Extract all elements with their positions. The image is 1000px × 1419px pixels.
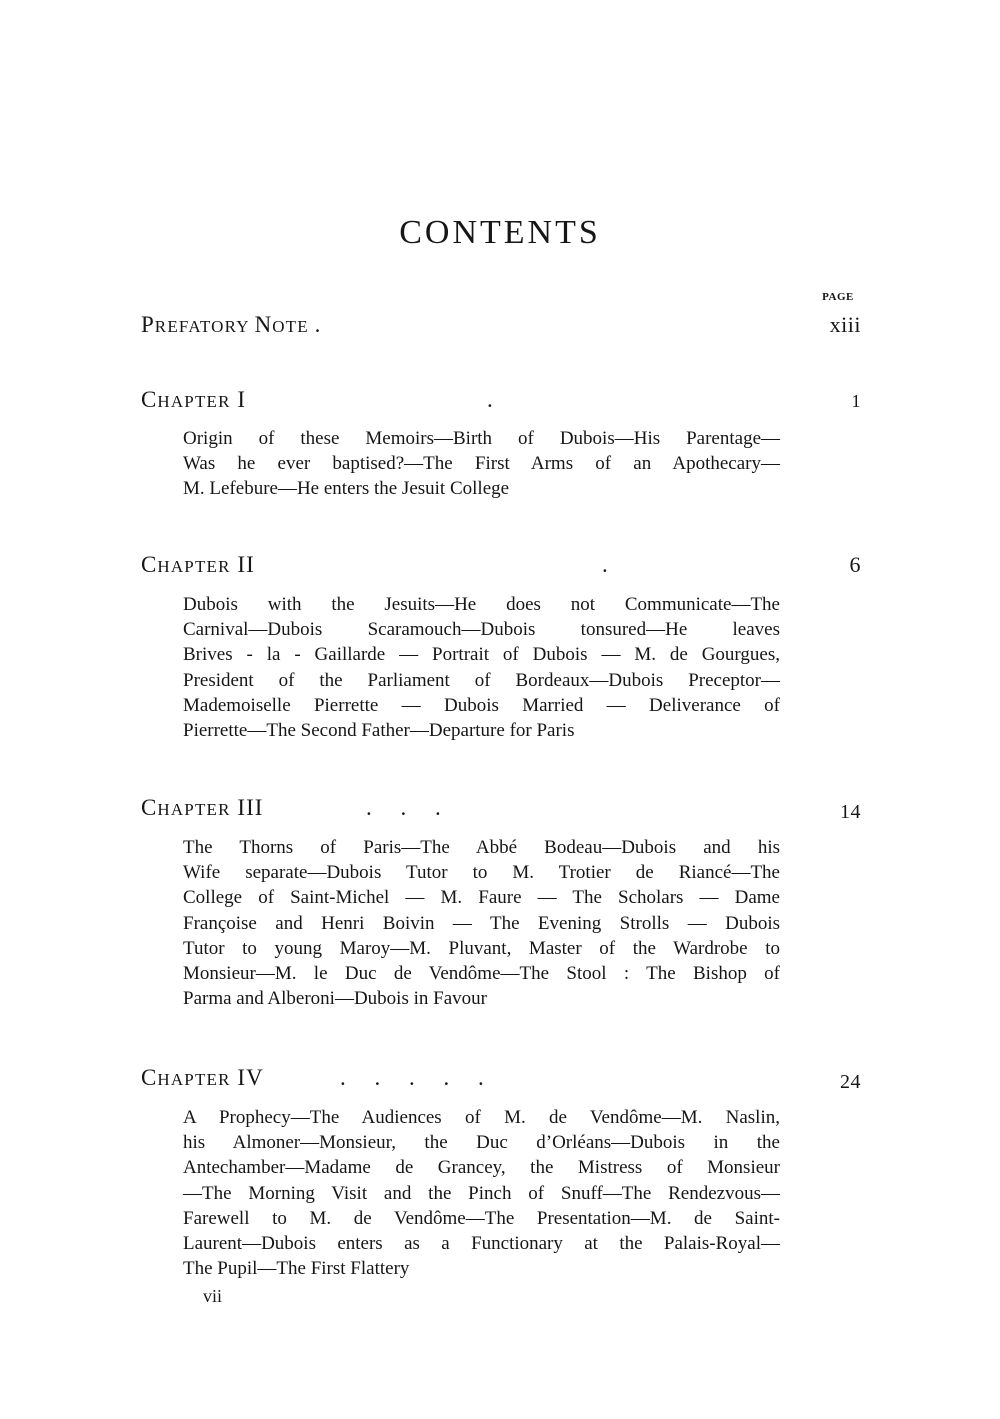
leader-dots: . (602, 552, 608, 577)
summary-line: Dubois with the Jesuits—He does not Communicate—The (183, 594, 780, 615)
leader-dots: . (487, 387, 493, 412)
summary-line: Farewell to M. de Vendôme—The Presentation—M. de Saint- (183, 1207, 780, 1229)
page-number: 14 (840, 801, 861, 823)
summary-line: Carnival—Dubois Scaramouch—Dubois tonsured—He leaves (183, 619, 780, 641)
chapter-summary (183, 1105, 780, 1281)
summary-line: Tutor to young Maroy—M. Pluvant, Master of the Wardrobe to (183, 937, 780, 959)
summary-line: Origin of these Memoirs—Birth of Dubois—His Parentage— (183, 428, 780, 449)
summary-line: Monsieur—M. le Duc de Vendôme—The Stool : The Bishop of (183, 963, 780, 985)
chapter-label: CHAPTER II (141, 552, 255, 577)
summary-line: Brives - la - Gaillarde — Portrait of Dubois — M. de Gourgues, (183, 644, 780, 666)
summary-line: College of Saint-Michel — M. Faure — The Scholars — Dame (183, 887, 780, 909)
summary-line: Mademoiselle Pierrette — Dubois Married — Deliverance of (183, 694, 780, 716)
summary-line: M. Lefebure—He enters the Jesuit College (183, 478, 510, 500)
chapter-label: CHAPTER III (141, 795, 264, 820)
page-title: CONTENTS (399, 214, 601, 251)
toc-entry-chapter-3[interactable] (141, 795, 861, 825)
summary-line: his Almoner—Monsieur, the Duc d’Orléans—Dubois in the (183, 1132, 780, 1154)
summary-line: The Pupil—The First Flattery (183, 1258, 410, 1280)
summary-line: —The Morning Visit and the Pinch of Snuff—The Rendezvous— (183, 1182, 780, 1204)
summary-line: Wife separate—Dubois Tutor to M. Trotier de Riancé—The (183, 862, 780, 884)
toc-entry-chapter-4[interactable] (141, 1065, 861, 1095)
summary-line: Was he ever baptised?—The First Arms of an Apothecary— (183, 453, 780, 475)
chapter-summary (183, 592, 780, 743)
summary-line: A Prophecy—The Audiences of M. de Vendôme—M. Naslin, (183, 1107, 780, 1128)
summary-line: The Thorns of Paris—The Abbé Bodeau—Dubois and his (183, 837, 780, 858)
toc-entry-chapter-2[interactable] (141, 552, 861, 582)
page-number: 6 (849, 552, 861, 577)
chapter-label: CHAPTER IV (141, 1065, 264, 1090)
chapter-label: CHAPTER I (141, 387, 247, 412)
leader-dots: . (314, 312, 322, 337)
page-number: 24 (840, 1071, 861, 1093)
page-column-label: PAGE (822, 291, 854, 303)
leader-dots: . . . (366, 795, 441, 820)
toc-entry-chapter-1[interactable] (141, 387, 861, 417)
chapter-summary (183, 426, 780, 502)
folio-page-number: vii (203, 1286, 223, 1306)
summary-line: Laurent—Dubois enters as a Functionary at the Palais-Royal— (183, 1233, 780, 1255)
summary-line: Parma and Alberoni—Dubois in Favour (183, 988, 487, 1010)
summary-line: President of the Parliament of Bordeaux—Dubois Preceptor— (183, 669, 780, 691)
entry-label: PREFATORY NOTE . (141, 312, 322, 337)
chapter-summary (183, 835, 780, 1011)
summary-line: Françoise and Henri Boivin — The Evening Strolls — Dubois (183, 912, 780, 934)
page-number: xiii (829, 312, 861, 337)
leader-dots: . . . . . (340, 1065, 484, 1090)
page-number: 1 (851, 391, 861, 411)
summary-line: Antechamber—Madame de Grancey, the Mistress of Monsieur (183, 1157, 780, 1179)
summary-line: Pierrette—The Second Father—Departure for Paris (183, 720, 575, 742)
toc-entry-prefatory-note[interactable] (141, 312, 861, 342)
